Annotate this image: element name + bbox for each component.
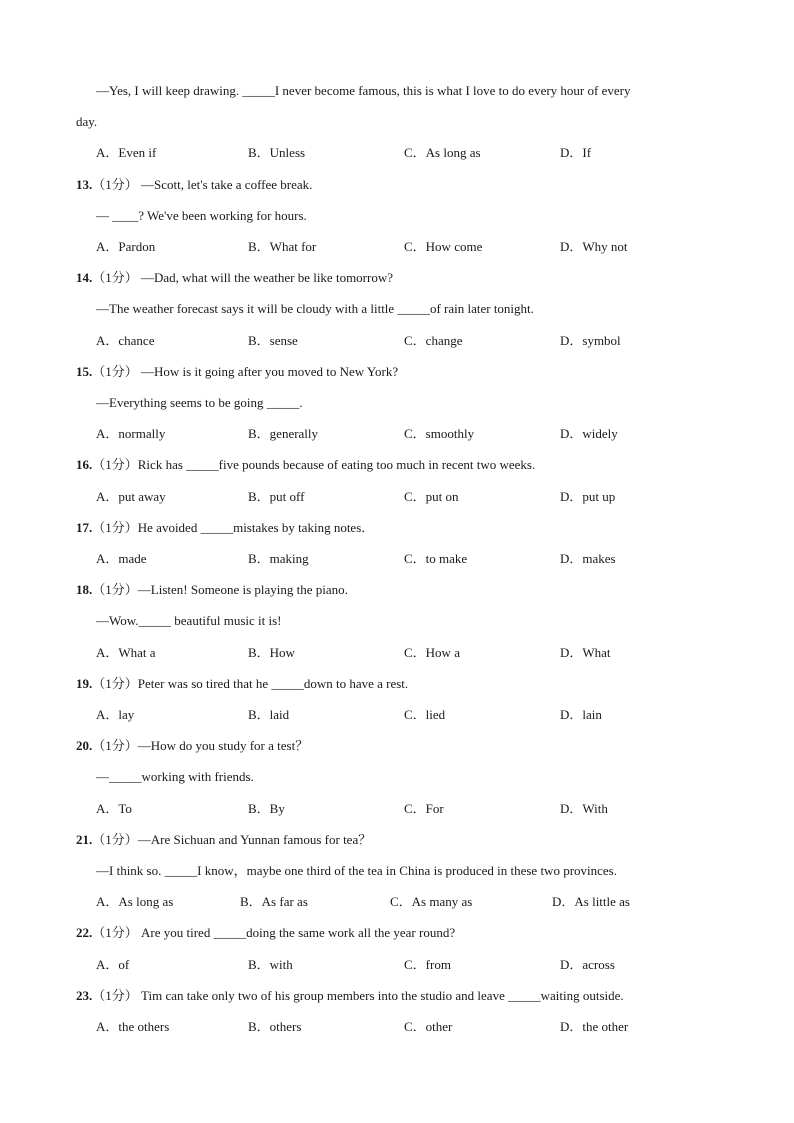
question-number: 17. — [76, 519, 93, 535]
q18-option-b: B．How — [248, 644, 295, 660]
q15-option-a: A．normally — [96, 426, 166, 442]
question-number: 23. — [76, 987, 93, 1003]
q19-option-b: B．laid — [248, 707, 290, 722]
question-stem: —How do you study for a test？ — [137, 738, 309, 754]
q13-option-c: C．How come — [404, 239, 483, 254]
q21-option-d: D．As little as — [552, 894, 630, 910]
q18-option-c: C．How a — [404, 644, 460, 660]
q20-option-c: C．For — [404, 800, 444, 816]
q19-option-c: C．lied — [404, 707, 446, 722]
q16-option-d: D．put up — [560, 488, 616, 504]
q15-option-d: D．widely — [560, 426, 618, 442]
q12-option-d: D．If — [560, 145, 592, 161]
q14-option-c: C．change — [404, 332, 463, 348]
q16-option-a: A．put away — [96, 488, 166, 504]
question-22 — [76, 925, 455, 941]
q12-option-c: C．As long as — [404, 145, 481, 161]
question-number: 14. — [76, 270, 93, 286]
question-number: 21. — [76, 831, 93, 847]
q12-answer-line-cont: day. — [76, 114, 98, 130]
question-score: （1分） — [92, 519, 138, 535]
q12-option-b: B．Unless — [248, 145, 306, 161]
question-score: （1分） — [92, 831, 138, 847]
question-15 — [76, 364, 398, 380]
question-number: 18. — [76, 582, 93, 598]
question-score: （1分） — [92, 582, 138, 598]
question-13 — [76, 177, 312, 193]
question-20 — [76, 738, 308, 754]
q21-dialogue-line: —I think so. _____I know，maybe one third of the tea in China is produced in these two provinces. — [96, 863, 617, 878]
q18-dialogue-line: —Wow._____ beautiful music it is! — [96, 613, 282, 629]
q22-option-c: C．from — [404, 956, 451, 972]
q13-option-a: A．Pardon — [96, 239, 156, 254]
question-stem: He avoided _____mistakes by taking notes． — [137, 519, 375, 535]
q14-option-b: B．sense — [248, 332, 298, 348]
q13-dialogue-line: — ____? We've been working for hours. — [96, 207, 307, 223]
question-stem: Peter was so tired that he _____down to have a rest. — [137, 675, 409, 691]
question-stem: Tim can take only two of his group members into the studio and leave _____waiting outside. — [137, 987, 624, 1003]
question-number: 16. — [76, 457, 93, 473]
q23-option-b: B．others — [248, 1019, 302, 1034]
question-stem: —Scott, let's take a coffee break. — [137, 176, 313, 192]
q18-option-d: D．What — [560, 644, 611, 660]
q23-option-a: A．the others — [96, 1019, 170, 1034]
q20-dialogue-line: —_____working with friends. — [96, 769, 254, 785]
question-number: 15. — [76, 363, 93, 379]
question-score: （1分） — [92, 738, 138, 754]
question-score: （1分） — [92, 363, 138, 379]
q21-option-b: B．As far as — [240, 894, 308, 910]
question-number: 13. — [76, 176, 93, 192]
q18-option-a: A．What a — [96, 644, 156, 660]
question-stem: Are you tired _____doing the same work all the year round? — [137, 925, 456, 941]
question-score: （1分） — [92, 987, 138, 1003]
q16-option-b: B．put off — [248, 488, 305, 504]
question-stem: —Listen! Someone is playing the piano. — [137, 582, 348, 598]
q17-option-c: C．to make — [404, 551, 468, 566]
q12-answer-line: —Yes, I will keep drawing. _____I never become famous, this is what I love to do every hour of every — [96, 83, 631, 98]
question-21 — [76, 832, 371, 848]
question-score: （1分） — [92, 675, 138, 691]
question-number: 22. — [76, 925, 93, 941]
q22-option-a: A．of — [96, 956, 130, 972]
q17-option-d: D．makes — [560, 551, 616, 566]
q20-option-b: B．By — [248, 800, 285, 816]
q14-option-a: A．chance — [96, 332, 155, 348]
question-stem: —Are Sichuan and Yunnan famous for tea？ — [137, 831, 372, 847]
question-17 — [76, 520, 374, 536]
question-number: 20. — [76, 738, 93, 754]
question-23 — [76, 988, 624, 1004]
question-score: （1分） — [92, 270, 138, 286]
q15-option-b: B．generally — [248, 426, 319, 442]
q12-option-a: A．Even if — [96, 145, 157, 161]
question-number: 19. — [76, 675, 93, 691]
q21-option-c: C．As many as — [390, 894, 473, 910]
q17-option-b: B．making — [248, 551, 309, 566]
question-19 — [76, 676, 408, 692]
q19-option-d: D．lain — [560, 707, 602, 722]
q14-dialogue-line: —The weather forecast says it will be cloudy with a little _____of rain later tonight. — [96, 301, 534, 317]
question-score: （1分） — [92, 176, 138, 192]
question-stem: —How is it going after you moved to New York? — [137, 363, 399, 379]
question-stem: —Dad, what will the weather be like tomorrow? — [137, 270, 393, 286]
q13-option-d: D．Why not — [560, 239, 628, 254]
q21-option-a: A．As long as — [96, 894, 174, 910]
q13-option-b: B．What for — [248, 239, 317, 254]
q20-option-d: D．With — [560, 800, 608, 816]
q15-option-c: C．smoothly — [404, 426, 475, 442]
question-stem: Rick has _____five pounds because of eating too much in recent two weeks. — [137, 457, 536, 473]
q23-option-d: D．the other — [560, 1019, 629, 1034]
q22-option-b: B．with — [248, 956, 293, 972]
question-14 — [76, 270, 393, 286]
q22-option-d: D．across — [560, 956, 615, 972]
q23-option-c: C．other — [404, 1019, 453, 1034]
question-score: （1分） — [92, 457, 138, 473]
question-score: （1分） — [92, 925, 138, 941]
q17-option-a: A．made — [96, 551, 147, 566]
q15-dialogue-line: —Everything seems to be going _____. — [96, 395, 303, 410]
question-18 — [76, 582, 348, 598]
q19-option-a: A．lay — [96, 707, 135, 722]
question-16 — [76, 457, 535, 473]
q14-option-d: D．symbol — [560, 332, 621, 348]
q20-option-a: A．To — [96, 800, 132, 816]
q16-option-c: C．put on — [404, 488, 459, 504]
